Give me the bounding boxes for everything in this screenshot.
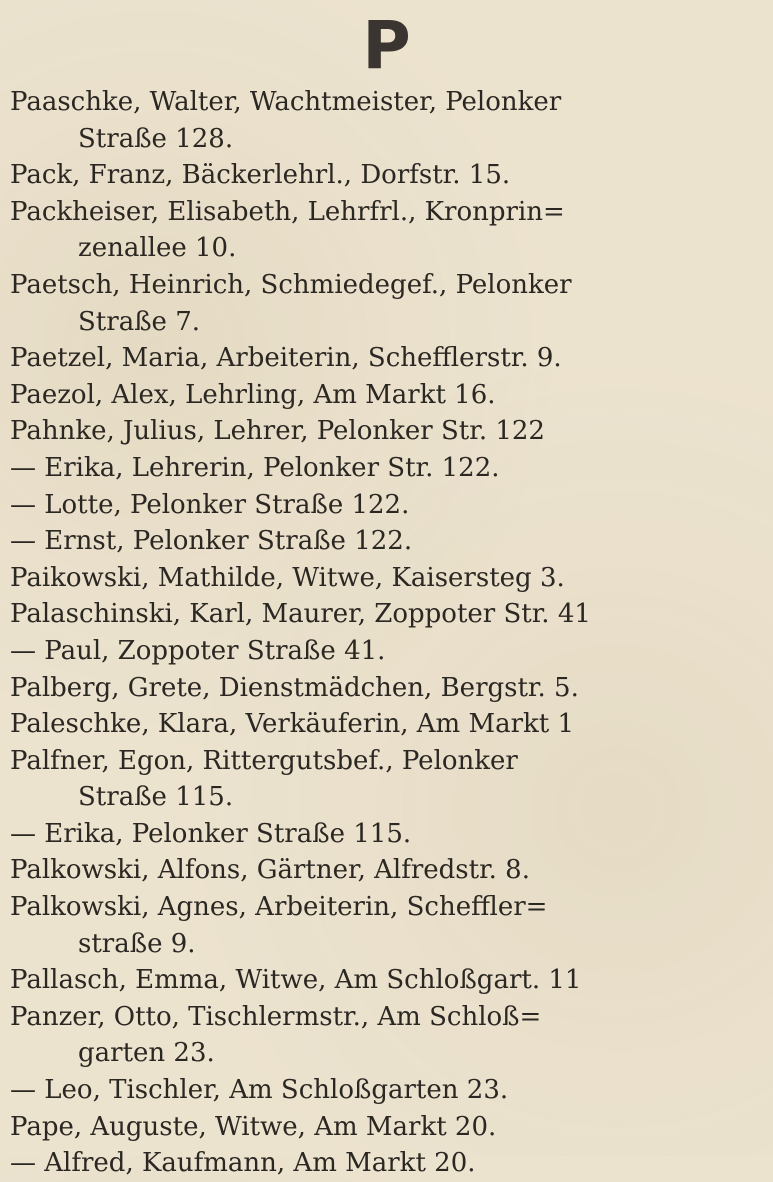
directory-entry — [0, 962, 773, 999]
entry-line: Packheiser, Elisabeth, Lehrfrl., Kronprin= — [10, 196, 565, 227]
directory-entry — [0, 413, 773, 450]
directory-entry — [0, 1109, 773, 1146]
entry-line: Palfner, Egon, Rittergutsbef., Pelonker — [10, 745, 518, 776]
entry-line: Paikowski, Mathilde, Witwe, Kaisersteg 3. — [10, 562, 565, 593]
directory-entry — [0, 816, 773, 853]
entry-line: Pallasch, Emma, Witwe, Am Schloßgart. 11 — [10, 965, 582, 996]
entry-line: — Lotte, Pelonker Straße 122. — [10, 489, 410, 520]
entry-continuation-line: garten 23. — [78, 1038, 215, 1069]
directory-entry — [0, 377, 773, 414]
directory-entry — [0, 1072, 773, 1109]
directory-entry — [0, 633, 773, 670]
entry-line: — Erika, Pelonker Straße 115. — [10, 818, 412, 849]
entry-line: Paetsch, Heinrich, Schmiedegef., Pelonker — [10, 269, 572, 300]
entry-line: — Paul, Zoppoter Straße 41. — [10, 635, 386, 666]
directory-entry — [0, 560, 773, 597]
entry-line: Palberg, Grete, Dienstmädchen, Bergstr. 5. — [10, 672, 579, 703]
directory-entry — [0, 852, 773, 889]
entry-continuation-line: Straße 7. — [78, 306, 201, 337]
entry-line: Pack, Franz, Bäckerlehrl., Dorfstr. 15. — [10, 160, 511, 191]
directory-entry — [0, 340, 773, 377]
entry-line: — Erika, Lehrerin, Pelonker Str. 122. — [10, 452, 500, 483]
entry-continuation-line: Straße 115. — [78, 782, 234, 813]
entry-line: Paetzel, Maria, Arbeiterin, Schefflerstr. 9. — [10, 343, 562, 374]
directory-entry-list — [0, 84, 773, 1182]
entry-continuation-line: Straße 128. — [78, 123, 234, 154]
entry-line: Paezol, Alex, Lehrling, Am Markt 16. — [10, 379, 496, 410]
directory-entry — [0, 670, 773, 707]
entry-line: Pahnke, Julius, Lehrer, Pelonker Str. 122 — [10, 416, 545, 447]
directory-entry — [0, 596, 773, 633]
directory-entry — [0, 450, 773, 487]
directory-entry — [0, 267, 773, 340]
entry-line: Paaschke, Walter, Wachtmeister, Pelonker — [10, 87, 562, 117]
entry-line: Palkowski, Alfons, Gärtner, Alfredstr. 8. — [10, 855, 530, 886]
directory-entry — [0, 1145, 773, 1182]
entry-continuation-line: straße 9. — [78, 928, 196, 959]
entry-line: Paleschke, Klara, Verkäuferin, Am Markt 1 — [10, 709, 575, 740]
directory-entry — [0, 999, 773, 1072]
entry-line: Panzer, Otto, Tischlermstr., Am Schloß= — [10, 1001, 542, 1032]
entry-continuation-line: zenallee 10. — [78, 233, 237, 264]
directory-entry — [0, 523, 773, 560]
directory-entry — [0, 194, 773, 267]
entry-line: — Leo, Tischler, Am Schloßgarten 23. — [10, 1075, 509, 1106]
directory-entry — [0, 487, 773, 524]
entry-line: Palkowski, Agnes, Arbeiterin, Scheffler= — [10, 892, 548, 923]
directory-entry — [0, 889, 773, 962]
section-letter: P — [362, 7, 411, 84]
entry-line: Pape, Auguste, Witwe, Am Markt 20. — [10, 1111, 497, 1142]
directory-entry — [0, 84, 773, 157]
directory-entry — [0, 706, 773, 743]
entry-line: — Alfred, Kaufmann, Am Markt 20. — [10, 1148, 476, 1179]
entry-line: — Ernst, Pelonker Straße 122. — [10, 526, 413, 557]
directory-entry — [0, 157, 773, 194]
directory-entry — [0, 743, 773, 816]
entry-line: Palaschinski, Karl, Maurer, Zoppoter Str. 41 — [10, 599, 591, 630]
